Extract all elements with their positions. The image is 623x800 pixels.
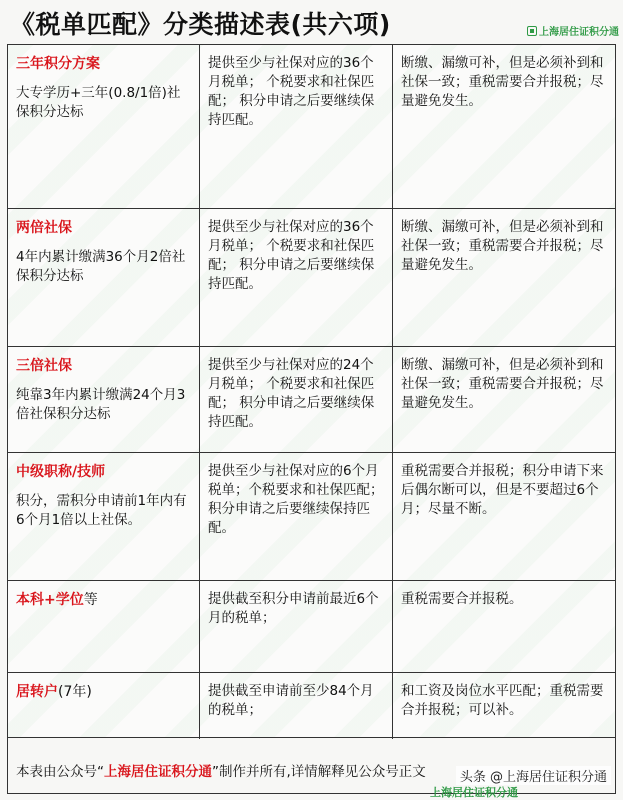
header	[0, 0, 623, 44]
category-cell	[8, 45, 200, 208]
category-cell	[8, 453, 200, 580]
requirement-cell	[200, 453, 393, 580]
requirement-text: 提供至少与社保对应的6个月税单；个税要求和社保匹配；积分申请之后要继续保持匹配。	[208, 463, 384, 536]
requirement-text: 提供截至申请前至少84个月的税单；	[208, 683, 374, 718]
category-title: 三年积分方案	[16, 56, 100, 72]
page-title: 《税单匹配》分类描述表(共六项)	[10, 10, 391, 39]
category-title: 本科+学位等	[16, 592, 98, 608]
category-cell	[8, 673, 200, 739]
category-description: 4年内累计缴满36个月2倍社保积分达标	[16, 249, 186, 284]
note-cell	[393, 673, 615, 739]
footer-brand: 上海居住证积分通	[104, 764, 212, 780]
category-cell	[8, 581, 200, 672]
footer-note: 本表由公众号“上海居住证积分通”制作并所有,详情解释见公众号正文	[16, 764, 426, 780]
requirement-text: 提供至少与社保对应的36个月税单； 个税要求和社保匹配； 积分申请之后要继续保持匹配。	[208, 55, 375, 128]
table-row	[8, 673, 615, 739]
category-title: 两倍社保	[16, 220, 72, 236]
note-text: 重税需要合并报税。	[401, 591, 523, 607]
note-cell	[393, 453, 615, 580]
wechat-icon	[527, 26, 537, 36]
requirement-cell	[200, 209, 393, 346]
note-cell	[393, 209, 615, 346]
category-description: 积分，需积分申请前1年内有6个月1倍以上社保。	[16, 493, 187, 528]
classification-table	[7, 44, 616, 738]
requirement-text: 提供至少与社保对应的24个月税单； 个税要求和社保匹配； 积分申请之后要继续保持匹配。	[208, 357, 375, 430]
note-text: 断缴、漏缴可补，但是必须补到和社保一致；重税需要合并报税；尽量避免发生。	[401, 55, 604, 109]
requirement-text: 提供截至积分申请前最近6个月的税单；	[208, 591, 379, 626]
toutiao-watermark: 头条 @上海居住证积分通	[456, 766, 611, 785]
requirement-cell	[200, 673, 393, 739]
table-row	[8, 581, 615, 673]
category-cell	[8, 347, 200, 452]
table-row	[8, 209, 615, 347]
category-title: 三倍社保	[16, 358, 72, 374]
requirement-cell	[200, 581, 393, 672]
requirement-cell	[200, 45, 393, 208]
table-row	[8, 347, 615, 453]
requirement-cell	[200, 347, 393, 452]
category-description: 大专学历+三年(0.8/1倍)社保积分达标	[16, 85, 181, 120]
note-text: 和工资及岗位水平匹配；重税需要合并报税；可以补。	[401, 683, 604, 718]
note-cell	[393, 581, 615, 672]
note-text: 断缴、漏缴可补，但是必须补到和社保一致；重税需要合并报税；尽量避免发生。	[401, 357, 604, 411]
note-cell	[393, 347, 615, 452]
brand-label: 上海居住证积分通	[539, 27, 619, 38]
category-cell	[8, 209, 200, 346]
category-description: 纯靠3年内累计缴满24个月3倍社保积分达标	[16, 387, 186, 422]
brand-strip: 上海居住证积分通	[430, 786, 518, 798]
requirement-text: 提供至少与社保对应的36个月税单； 个税要求和社保匹配； 积分申请之后要继续保持匹配。	[208, 219, 375, 292]
table-row	[8, 453, 615, 581]
note-text: 重税需要合并报税；积分申请下来后偶尔断可以，但是不要超过6个月；尽量不断。	[401, 463, 604, 517]
note-text: 断缴、漏缴可补，但是必须补到和社保一致；重税需要合并报税；尽量避免发生。	[401, 219, 604, 273]
brand-logo	[527, 23, 619, 38]
category-title: 中级职称/技师	[16, 464, 106, 480]
table-row	[8, 45, 615, 209]
note-cell	[393, 45, 615, 208]
category-title: 居转户(7年)	[16, 684, 92, 700]
